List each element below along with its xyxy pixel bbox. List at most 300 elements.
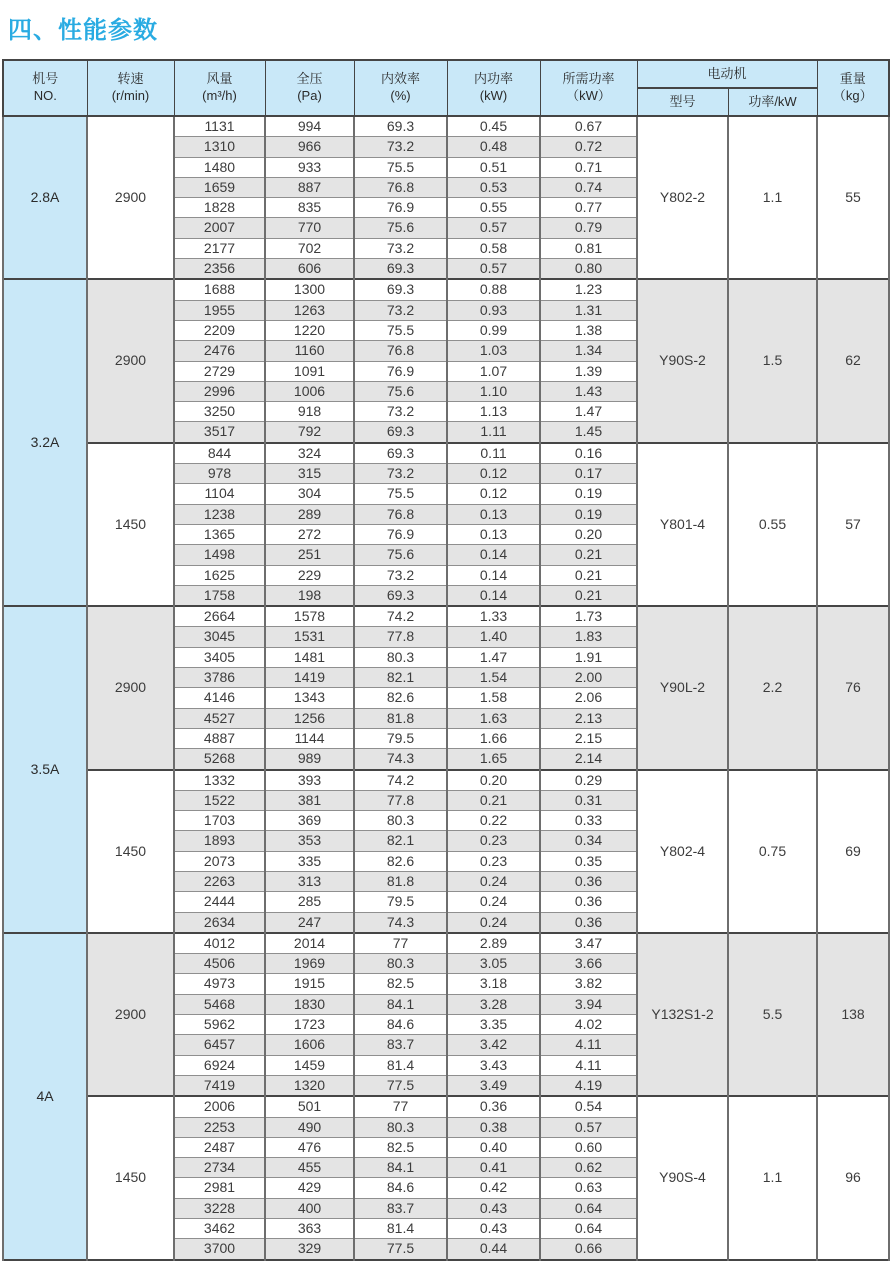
required-power-cell: 0.80 (540, 259, 637, 280)
required-power-cell: 4.19 (540, 1075, 637, 1096)
required-power-cell: 1.23 (540, 279, 637, 300)
efficiency-cell: 81.4 (354, 1219, 447, 1239)
efficiency-cell: 80.3 (354, 1117, 447, 1137)
efficiency-cell: 73.2 (354, 565, 447, 585)
table-row (3, 279, 889, 300)
airflow-cell: 2253 (174, 1117, 265, 1137)
airflow-cell: 2487 (174, 1137, 265, 1157)
efficiency-cell: 82.1 (354, 668, 447, 688)
efficiency-cell: 69.3 (354, 259, 447, 280)
required-power-cell: 0.81 (540, 238, 637, 258)
inner-power-cell: 0.23 (447, 851, 540, 871)
motor-model-cell: Y90S-2 (637, 279, 728, 442)
required-power-cell: 0.66 (540, 1239, 637, 1260)
required-power-cell: 1.73 (540, 606, 637, 627)
catalog-page (0, 10, 890, 1257)
machine-no-cell: 4A (3, 933, 87, 1260)
efficiency-cell: 74.2 (354, 770, 447, 791)
airflow-cell: 6457 (174, 1035, 265, 1055)
required-power-cell: 1.45 (540, 422, 637, 443)
inner-power-cell: 1.33 (447, 606, 540, 627)
efficiency-cell: 77 (354, 933, 447, 954)
efficiency-cell: 69.3 (354, 279, 447, 300)
inner-power-cell: 0.57 (447, 218, 540, 238)
speed-cell: 1450 (87, 1096, 174, 1259)
pressure-cell: 1300 (265, 279, 354, 300)
pressure-cell: 933 (265, 157, 354, 177)
efficiency-cell: 76.8 (354, 341, 447, 361)
pressure-cell: 887 (265, 177, 354, 197)
efficiency-cell: 82.6 (354, 688, 447, 708)
inner-power-cell: 0.55 (447, 198, 540, 218)
required-power-cell: 0.67 (540, 116, 637, 137)
table-row (3, 933, 889, 954)
airflow-cell: 4506 (174, 954, 265, 974)
efficiency-cell: 69.3 (354, 443, 447, 464)
pressure-cell: 1481 (265, 647, 354, 667)
required-power-cell: 1.83 (540, 627, 637, 647)
inner-power-cell: 0.14 (447, 565, 540, 585)
pressure-cell: 835 (265, 198, 354, 218)
airflow-cell: 2476 (174, 341, 265, 361)
weight-cell: 138 (817, 933, 889, 1096)
efficiency-cell: 74.2 (354, 606, 447, 627)
page-title: 四、性能参数 (8, 17, 158, 44)
inner-power-cell: 0.14 (447, 585, 540, 606)
inner-power-cell: 1.63 (447, 708, 540, 728)
airflow-cell: 2263 (174, 871, 265, 891)
required-power-cell: 1.47 (540, 402, 637, 422)
pressure-cell: 501 (265, 1096, 354, 1117)
required-power-cell: 0.35 (540, 851, 637, 871)
pressure-cell: 1220 (265, 320, 354, 340)
weight-cell: 57 (817, 443, 889, 606)
required-power-cell: 1.34 (540, 341, 637, 361)
airflow-cell: 5962 (174, 1015, 265, 1035)
pressure-cell: 1091 (265, 361, 354, 381)
pressure-cell: 1531 (265, 627, 354, 647)
pressure-cell: 400 (265, 1198, 354, 1218)
table-row (3, 770, 889, 791)
required-power-cell: 1.39 (540, 361, 637, 381)
required-power-cell: 0.31 (540, 790, 637, 810)
airflow-cell: 3700 (174, 1239, 265, 1260)
efficiency-cell: 82.1 (354, 831, 447, 851)
airflow-cell: 1238 (174, 504, 265, 524)
inner-power-cell: 0.36 (447, 1096, 540, 1117)
inner-power-cell: 0.22 (447, 811, 540, 831)
required-power-cell: 0.57 (540, 1117, 637, 1137)
inner-power-cell: 1.47 (447, 647, 540, 667)
required-power-cell: 0.36 (540, 871, 637, 891)
efficiency-cell: 76.9 (354, 198, 447, 218)
airflow-cell: 1955 (174, 300, 265, 320)
required-power-cell: 0.33 (540, 811, 637, 831)
efficiency-cell: 82.5 (354, 1137, 447, 1157)
motor-model-cell: Y132S1-2 (637, 933, 728, 1096)
efficiency-cell: 80.3 (354, 647, 447, 667)
pressure-cell: 1606 (265, 1035, 354, 1055)
efficiency-cell: 73.2 (354, 402, 447, 422)
performance-table (2, 59, 890, 1261)
airflow-cell: 2073 (174, 851, 265, 871)
header-speed: 转速 (r/min) (87, 60, 174, 116)
inner-power-cell: 0.51 (447, 157, 540, 177)
header-efficiency: 内效率 (%) (354, 60, 447, 116)
efficiency-cell: 69.3 (354, 116, 447, 137)
required-power-cell: 3.66 (540, 954, 637, 974)
efficiency-cell: 76.8 (354, 177, 447, 197)
inner-power-cell: 1.54 (447, 668, 540, 688)
required-power-cell: 0.34 (540, 831, 637, 851)
pressure-cell: 198 (265, 585, 354, 606)
required-power-cell: 0.17 (540, 464, 637, 484)
pressure-cell: 1419 (265, 668, 354, 688)
header-pressure: 全压 (Pa) (265, 60, 354, 116)
required-power-cell: 1.38 (540, 320, 637, 340)
motor-power-cell: 0.75 (728, 770, 817, 933)
pressure-cell: 429 (265, 1178, 354, 1198)
speed-cell: 1450 (87, 770, 174, 933)
pressure-cell: 229 (265, 565, 354, 585)
inner-power-cell: 0.53 (447, 177, 540, 197)
inner-power-cell: 1.10 (447, 381, 540, 401)
efficiency-cell: 74.3 (354, 749, 447, 770)
airflow-cell: 1688 (174, 279, 265, 300)
airflow-cell: 4527 (174, 708, 265, 728)
efficiency-cell: 77.8 (354, 790, 447, 810)
pressure-cell: 702 (265, 238, 354, 258)
pressure-cell: 1459 (265, 1055, 354, 1075)
pressure-cell: 1144 (265, 728, 354, 748)
efficiency-cell: 75.6 (354, 218, 447, 238)
pressure-cell: 1263 (265, 300, 354, 320)
inner-power-cell: 1.40 (447, 627, 540, 647)
airflow-cell: 2444 (174, 892, 265, 912)
speed-cell: 2900 (87, 933, 174, 1096)
required-power-cell: 3.82 (540, 974, 637, 994)
required-power-cell: 0.62 (540, 1158, 637, 1178)
pressure-cell: 1723 (265, 1015, 354, 1035)
efficiency-cell: 81.4 (354, 1055, 447, 1075)
efficiency-cell: 84.1 (354, 994, 447, 1014)
pressure-cell: 918 (265, 402, 354, 422)
motor-model-cell: Y802-2 (637, 116, 728, 279)
efficiency-cell: 81.8 (354, 871, 447, 891)
weight-cell: 96 (817, 1096, 889, 1259)
inner-power-cell: 0.88 (447, 279, 540, 300)
airflow-cell: 3045 (174, 627, 265, 647)
inner-power-cell: 3.05 (447, 954, 540, 974)
efficiency-cell: 73.2 (354, 300, 447, 320)
airflow-cell: 1703 (174, 811, 265, 831)
inner-power-cell: 0.24 (447, 912, 540, 933)
header-machine-no: 机号 NO. (3, 60, 87, 116)
header-motor-model: 型号 (637, 88, 728, 116)
efficiency-cell: 73.2 (354, 137, 447, 157)
required-power-cell: 0.54 (540, 1096, 637, 1117)
efficiency-cell: 75.5 (354, 484, 447, 504)
required-power-cell: 3.47 (540, 933, 637, 954)
airflow-cell: 4146 (174, 688, 265, 708)
inner-power-cell: 1.03 (447, 341, 540, 361)
pressure-cell: 1830 (265, 994, 354, 1014)
inner-power-cell: 0.12 (447, 464, 540, 484)
pressure-cell: 1320 (265, 1075, 354, 1096)
airflow-cell: 2664 (174, 606, 265, 627)
efficiency-cell: 75.5 (354, 320, 447, 340)
pressure-cell: 490 (265, 1117, 354, 1137)
efficiency-cell: 73.2 (354, 464, 447, 484)
required-power-cell: 2.00 (540, 668, 637, 688)
pressure-cell: 393 (265, 770, 354, 791)
inner-power-cell: 0.43 (447, 1219, 540, 1239)
efficiency-cell: 77.8 (354, 627, 447, 647)
pressure-cell: 329 (265, 1239, 354, 1260)
efficiency-cell: 83.7 (354, 1035, 447, 1055)
inner-power-cell: 0.13 (447, 524, 540, 544)
required-power-cell: 0.19 (540, 484, 637, 504)
airflow-cell: 1131 (174, 116, 265, 137)
motor-model-cell: Y90S-4 (637, 1096, 728, 1259)
machine-no-cell: 2.8A (3, 116, 87, 279)
pressure-cell: 1006 (265, 381, 354, 401)
required-power-cell: 2.15 (540, 728, 637, 748)
weight-cell: 62 (817, 279, 889, 442)
required-power-cell: 0.77 (540, 198, 637, 218)
required-power-cell: 4.11 (540, 1035, 637, 1055)
airflow-cell: 2634 (174, 912, 265, 933)
pressure-cell: 289 (265, 504, 354, 524)
efficiency-cell: 80.3 (354, 811, 447, 831)
pressure-cell: 476 (265, 1137, 354, 1157)
required-power-cell: 0.21 (540, 545, 637, 565)
airflow-cell: 4012 (174, 933, 265, 954)
efficiency-cell: 74.3 (354, 912, 447, 933)
table-row (3, 606, 889, 627)
required-power-cell: 2.06 (540, 688, 637, 708)
inner-power-cell: 1.13 (447, 402, 540, 422)
inner-power-cell: 1.66 (447, 728, 540, 748)
efficiency-cell: 76.9 (354, 361, 447, 381)
header-inner-power: 内功率 (kW) (447, 60, 540, 116)
motor-power-cell: 1.1 (728, 116, 817, 279)
airflow-cell: 3786 (174, 668, 265, 688)
inner-power-cell: 0.13 (447, 504, 540, 524)
inner-power-cell: 0.24 (447, 892, 540, 912)
efficiency-cell: 83.7 (354, 1198, 447, 1218)
required-power-cell: 0.21 (540, 565, 637, 585)
inner-power-cell: 0.44 (447, 1239, 540, 1260)
inner-power-cell: 3.43 (447, 1055, 540, 1075)
speed-cell: 2900 (87, 116, 174, 279)
pressure-cell: 324 (265, 443, 354, 464)
efficiency-cell: 79.5 (354, 728, 447, 748)
pressure-cell: 966 (265, 137, 354, 157)
required-power-cell: 0.16 (540, 443, 637, 464)
efficiency-cell: 73.2 (354, 238, 447, 258)
required-power-cell: 0.74 (540, 177, 637, 197)
efficiency-cell: 77.5 (354, 1239, 447, 1260)
weight-cell: 55 (817, 116, 889, 279)
required-power-cell: 0.79 (540, 218, 637, 238)
required-power-cell: 0.72 (540, 137, 637, 157)
airflow-cell: 2209 (174, 320, 265, 340)
header-airflow: 风量 (m³/h) (174, 60, 265, 116)
inner-power-cell: 0.99 (447, 320, 540, 340)
required-power-cell: 0.36 (540, 912, 637, 933)
pressure-cell: 247 (265, 912, 354, 933)
pressure-cell: 335 (265, 851, 354, 871)
airflow-cell: 1310 (174, 137, 265, 157)
pressure-cell: 285 (265, 892, 354, 912)
efficiency-cell: 75.5 (354, 157, 447, 177)
airflow-cell: 1365 (174, 524, 265, 544)
pressure-cell: 1969 (265, 954, 354, 974)
efficiency-cell: 82.5 (354, 974, 447, 994)
airflow-cell: 1498 (174, 545, 265, 565)
motor-power-cell: 1.1 (728, 1096, 817, 1259)
inner-power-cell: 3.28 (447, 994, 540, 1014)
airflow-cell: 4973 (174, 974, 265, 994)
pressure-cell: 606 (265, 259, 354, 280)
required-power-cell: 0.60 (540, 1137, 637, 1157)
pressure-cell: 1343 (265, 688, 354, 708)
airflow-cell: 6924 (174, 1055, 265, 1075)
pressure-cell: 770 (265, 218, 354, 238)
inner-power-cell: 0.23 (447, 831, 540, 851)
airflow-cell: 1332 (174, 770, 265, 791)
pressure-cell: 304 (265, 484, 354, 504)
inner-power-cell: 2.89 (447, 933, 540, 954)
inner-power-cell: 3.42 (447, 1035, 540, 1055)
pressure-cell: 792 (265, 422, 354, 443)
inner-power-cell: 1.65 (447, 749, 540, 770)
inner-power-cell: 0.38 (447, 1117, 540, 1137)
required-power-cell: 1.43 (540, 381, 637, 401)
airflow-cell: 2356 (174, 259, 265, 280)
efficiency-cell: 77.5 (354, 1075, 447, 1096)
efficiency-cell: 77 (354, 1096, 447, 1117)
header-weight: 重量 （kg） (817, 60, 889, 116)
table-row (3, 443, 889, 464)
airflow-cell: 1828 (174, 198, 265, 218)
inner-power-cell: 3.18 (447, 974, 540, 994)
airflow-cell: 844 (174, 443, 265, 464)
airflow-cell: 2734 (174, 1158, 265, 1178)
pressure-cell: 272 (265, 524, 354, 544)
airflow-cell: 1625 (174, 565, 265, 585)
inner-power-cell: 0.41 (447, 1158, 540, 1178)
weight-cell: 76 (817, 606, 889, 769)
machine-no-cell: 3.2A (3, 279, 87, 606)
airflow-cell: 2996 (174, 381, 265, 401)
airflow-cell: 4887 (174, 728, 265, 748)
efficiency-cell: 82.6 (354, 851, 447, 871)
airflow-cell: 2177 (174, 238, 265, 258)
efficiency-cell: 84.6 (354, 1015, 447, 1035)
speed-cell: 2900 (87, 606, 174, 769)
inner-power-cell: 1.07 (447, 361, 540, 381)
required-power-cell: 0.64 (540, 1198, 637, 1218)
motor-power-cell: 0.55 (728, 443, 817, 606)
inner-power-cell: 0.42 (447, 1178, 540, 1198)
required-power-cell: 0.63 (540, 1178, 637, 1198)
speed-cell: 1450 (87, 443, 174, 606)
pressure-cell: 1915 (265, 974, 354, 994)
inner-power-cell: 0.58 (447, 238, 540, 258)
inner-power-cell: 1.11 (447, 422, 540, 443)
airflow-cell: 1104 (174, 484, 265, 504)
weight-cell: 69 (817, 770, 889, 933)
airflow-cell: 978 (174, 464, 265, 484)
inner-power-cell: 0.20 (447, 770, 540, 791)
airflow-cell: 2007 (174, 218, 265, 238)
pressure-cell: 455 (265, 1158, 354, 1178)
efficiency-cell: 80.3 (354, 954, 447, 974)
motor-model-cell: Y802-4 (637, 770, 728, 933)
required-power-cell: 0.19 (540, 504, 637, 524)
required-power-cell: 0.20 (540, 524, 637, 544)
required-power-cell: 1.91 (540, 647, 637, 667)
inner-power-cell: 0.12 (447, 484, 540, 504)
airflow-cell: 1480 (174, 157, 265, 177)
airflow-cell: 1758 (174, 585, 265, 606)
required-power-cell: 0.64 (540, 1219, 637, 1239)
motor-power-cell: 5.5 (728, 933, 817, 1096)
airflow-cell: 3250 (174, 402, 265, 422)
airflow-cell: 3228 (174, 1198, 265, 1218)
motor-model-cell: Y90L-2 (637, 606, 728, 769)
required-power-cell: 1.31 (540, 300, 637, 320)
airflow-cell: 3462 (174, 1219, 265, 1239)
required-power-cell: 0.36 (540, 892, 637, 912)
motor-power-cell: 1.5 (728, 279, 817, 442)
airflow-cell: 5268 (174, 749, 265, 770)
inner-power-cell: 0.57 (447, 259, 540, 280)
inner-power-cell: 3.35 (447, 1015, 540, 1035)
airflow-cell: 1522 (174, 790, 265, 810)
pressure-cell: 1578 (265, 606, 354, 627)
efficiency-cell: 81.8 (354, 708, 447, 728)
required-power-cell: 0.21 (540, 585, 637, 606)
inner-power-cell: 0.24 (447, 871, 540, 891)
pressure-cell: 315 (265, 464, 354, 484)
pressure-cell: 989 (265, 749, 354, 770)
airflow-cell: 2006 (174, 1096, 265, 1117)
airflow-cell: 2981 (174, 1178, 265, 1198)
inner-power-cell: 0.48 (447, 137, 540, 157)
airflow-cell: 1659 (174, 177, 265, 197)
header-motor-group: 电动机 (637, 60, 817, 88)
motor-power-cell: 2.2 (728, 606, 817, 769)
required-power-cell: 0.29 (540, 770, 637, 791)
motor-model-cell: Y801-4 (637, 443, 728, 606)
required-power-cell: 4.02 (540, 1015, 637, 1035)
table-row (3, 1096, 889, 1117)
airflow-cell: 1893 (174, 831, 265, 851)
pressure-cell: 353 (265, 831, 354, 851)
required-power-cell: 2.13 (540, 708, 637, 728)
inner-power-cell: 0.45 (447, 116, 540, 137)
table-row (3, 116, 889, 137)
efficiency-cell: 76.8 (354, 504, 447, 524)
pressure-cell: 251 (265, 545, 354, 565)
table-header (3, 60, 889, 116)
pressure-cell: 313 (265, 871, 354, 891)
efficiency-cell: 84.1 (354, 1158, 447, 1178)
airflow-cell: 7419 (174, 1075, 265, 1096)
